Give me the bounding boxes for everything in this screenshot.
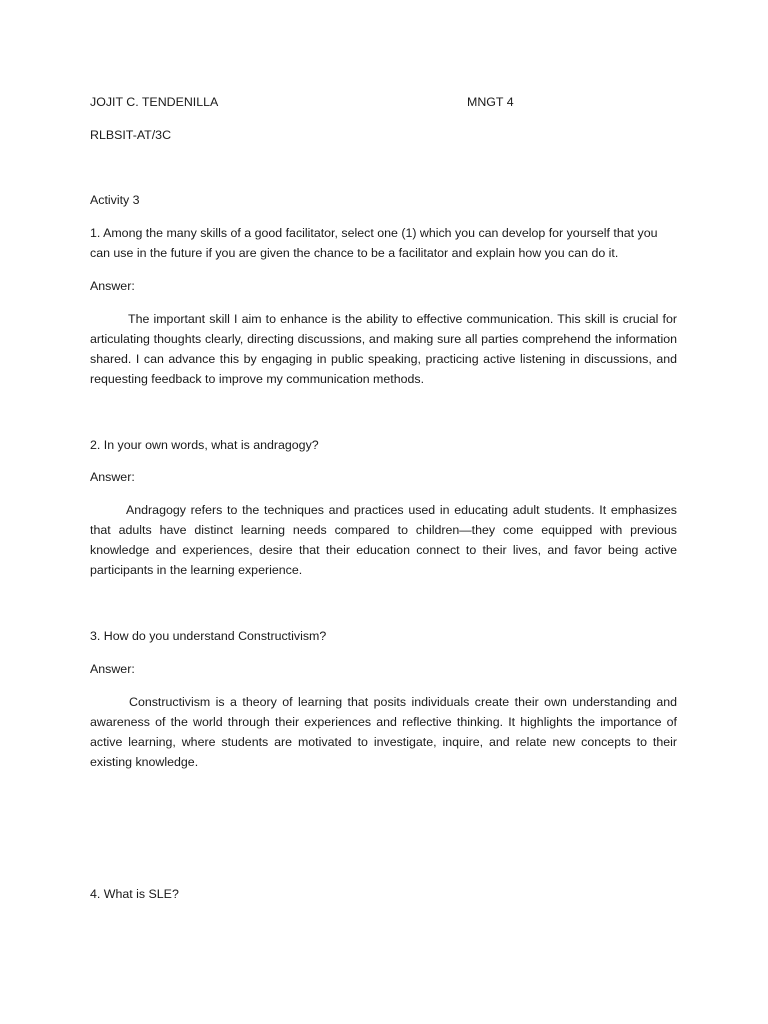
activity-title: Activity 3 (90, 193, 140, 207)
answer-label-1: Answer: (90, 279, 135, 293)
course-code: MNGT 4 (467, 95, 514, 109)
answer-2: Andragogy refers to the techniques and practices used in educating adult students. It emphasizes that adults have distinct learning needs compared to children—they come equipped with previous knowledge and experiences, desire that their education connect to their lives, and favor being active participants in the learning experience. (90, 503, 677, 577)
section-code: RLBSIT-AT/3C (90, 128, 172, 142)
question-2: 2. In your own words, what is andragogy? (90, 438, 319, 452)
answer-label-2: Answer: (90, 470, 135, 484)
student-name: JOJIT C. TENDENILLA (90, 95, 219, 109)
answer-3: Constructivism is a theory of learning that posits individuals create their own understanding and awareness of the world through their experiences and reflective thinking. It highlights the importance of active learning, where students are motivated to investigate, inquire, and relate new concepts to their existing knowledge. (90, 695, 677, 769)
question-4: 4. What is SLE? (90, 887, 179, 901)
question-3: 3. How do you understand Constructivism? (90, 629, 327, 643)
answer-1: The important skill I aim to enhance is the ability to effective communication. This skill is crucial for articulating thoughts clearly, directing discussions, and making sure all parties comprehend the information shared. I can advance this by engaging in public speaking, practicing active listening in discussions, and requesting feedback to improve my communication methods. (90, 312, 677, 386)
question-1: 1. Among the many skills of a good facilitator, select one (1) which you can develop for yourself that you can use in the future if you are given the chance to be a facilitator and explain how you can do it. (90, 226, 658, 260)
answer-label-3: Answer: (90, 662, 135, 676)
